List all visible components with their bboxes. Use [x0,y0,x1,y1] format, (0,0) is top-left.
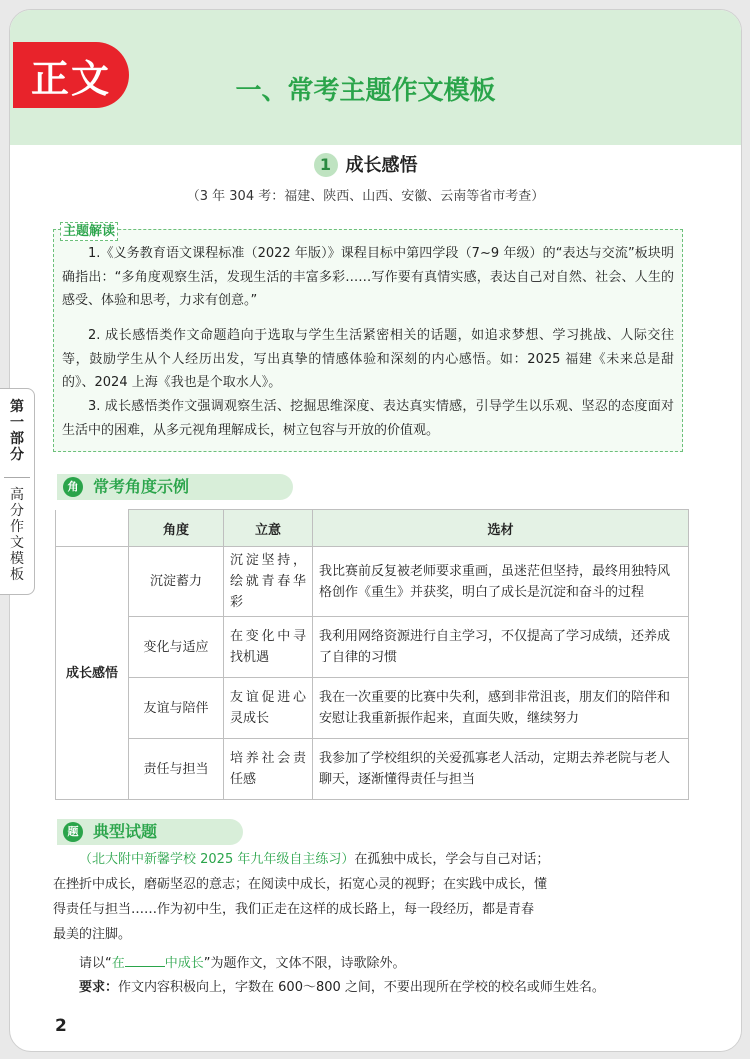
requirement-text: 作文内容积极向上，字数在 600～800 之间，不要出现所在学校的校名或师生姓名。 [118,980,605,995]
table-row [56,547,689,617]
row-idea: 培养社会责任感 [224,739,313,800]
header-angle: 角度 [129,510,224,547]
row-material: 我利用网络资源进行自主学习，不仅提高了学习成绩，还养成了自律的习惯 [313,617,689,678]
topic-number-badge: 1 [314,153,338,177]
side-tab-name: 高分作文模板 [10,487,24,583]
exam-passage-4: 最美的注脚。 [53,927,132,942]
topic-title [0,151,731,177]
row-idea: 沉淀坚持，绘就青春华彩 [224,547,313,617]
interpretation-label: 主题解读 [60,222,118,241]
angles-heading-label: 常考角度示例 [93,477,190,496]
exam-requirement [53,976,678,1000]
row-idea: 在变化中寻找机遇 [224,617,313,678]
interpretation-box [53,224,683,452]
section-title: 一、常考主题作文模板 [235,76,496,106]
exam-source: （北大附中新馨学校 2025 年九年级自主练习） [79,852,355,867]
angles-heading [57,474,293,500]
exam-heading-label: 典型试题 [93,822,158,841]
angles-icon: 角 [63,477,83,497]
side-tab-divider [4,477,30,478]
interpretation-p3: 3. 成长感悟类作文强调观察生活、挖掘思维深度、表达真实情感，引导学生以乐观、坚忍的态度面对生活中的困难，从多元视角理解成长，树立包容与开放的价值观。 [62,399,674,438]
row-material: 我参加了学校组织的关爱孤寡老人活动，定期去养老院与老人聊天，逐渐懂得责任与担当 [313,739,689,800]
page-number: 2 [55,1016,67,1036]
interpretation-p2: 2. 成长感悟类作文命题趋向于选取与学生生活紧密相关的话题，如追求梦想、学习挑战、人际交往等，鼓励学生从个人经历出发，写出真挚的情感体验和深刻的内心感悟。如：2025 福建《未来总是甜的》、2024 上海《我也是个取水人》。 [62,328,674,390]
side-tab [0,388,35,595]
row-angle: 沉淀蓄力 [129,547,224,617]
interpretation-p1: 1.《义务教育语文课程标准（2022 年版）》课程目标中第四学段（7~9 年级）的“表达与交流”板块明确指出：“多角度观察生活，发现生活的丰富多彩……写作要有真情实感，表达自己对自然、社会、人生的感受、体验和思考，力求有创意。” [62,246,674,308]
exam-heading [57,819,243,845]
row-material: 我比赛前反复被老师要求重画，虽迷茫但坚持，最终用独特风格创作《重生》并获奖，明白了成长是沉淀和奋斗的过程 [313,547,689,617]
exam-passage-2: 在挫折中成长，磨砺坚忍的意志；在阅读中成长，拓宽心灵的视野；在实践中成长，懂 [53,877,548,892]
exam-passage-line1 [53,848,678,872]
topic-subtitle: （3 年 304 考：福建、陕西、山西、安徽、云南等省市考查） [186,189,545,204]
row-angle: 变化与适应 [129,617,224,678]
exam-passage-3: 得责任与担当……作为初中生，我们正走在这样的成长路上，每一段经历，都是青春 [53,902,535,917]
row-idea: 友谊促进心灵成长 [224,678,313,739]
header-material: 选材 [313,510,689,547]
row-material: 我在一次重要的比赛中失利，感到非常沮丧，朋友们的陪伴和安慰让我重新振作起来，直面失败，继续努力 [313,678,689,739]
table-header-row [56,510,689,547]
exam-prompt [53,952,678,976]
table-row [56,739,689,800]
table-row [56,617,689,678]
exam-passage-1: 在孤独中成长，学会与自己对话； [354,852,550,867]
requirement-label: 要求： [79,980,119,995]
prompt-title-b: 中成长 [164,956,204,971]
row-angle: 友谊与陪伴 [129,678,224,739]
prompt-prefix: 请以“ [79,956,112,971]
exam-icon: 题 [63,822,83,842]
prompt-blank [125,966,165,967]
table-corner [56,510,129,547]
row-angle: 责任与担当 [129,739,224,800]
prompt-suffix: ”为题作文，文体不限，诗歌除外。 [203,956,406,971]
prompt-title-a: 在 [111,956,125,971]
table-category: 成长感悟 [56,547,129,800]
topic-title-text: 成长感悟 [345,155,418,176]
table-row [56,678,689,739]
section-tag: 正文 [13,42,129,108]
angles-table [55,509,689,800]
side-tab-part: 第一部分 [10,399,24,463]
header-idea: 立意 [224,510,313,547]
